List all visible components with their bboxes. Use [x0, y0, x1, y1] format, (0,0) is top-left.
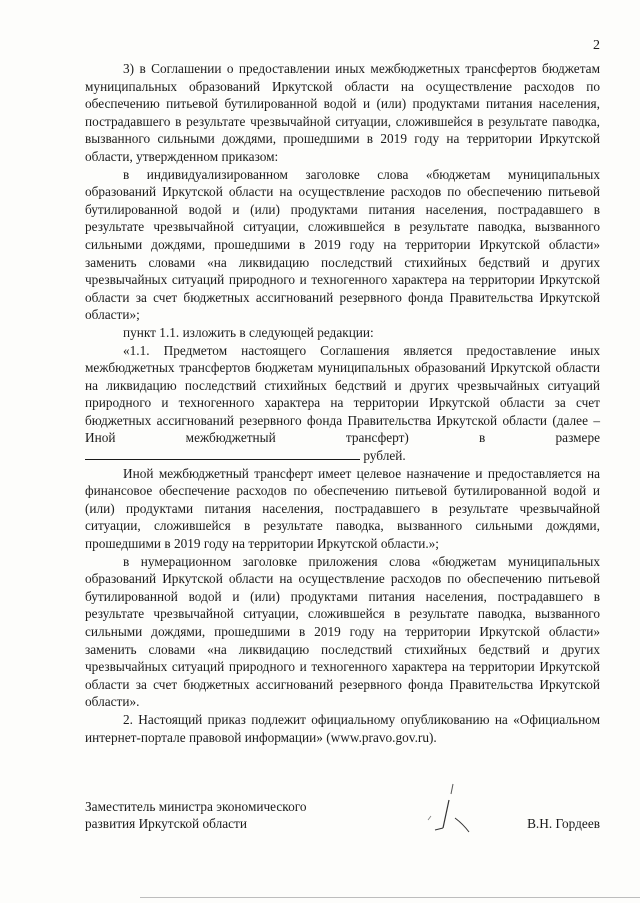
quote-currency: рублей.: [363, 448, 406, 464]
paragraph-other-transfer: Иной межбюджетный трансферт имеет целевое назначение и предоставляется на финансовое обеспечение расходов по обеспечению питьевой бутилированной водой и (или) продуктами питания населения, пострадавшего в результате чрезвычайной ситуации, сложившейся в результате паводка, вызванного сильными дождями, прошедшими в 2019 году на территории Иркутской области.»;: [85, 465, 600, 552]
page-number: 2: [593, 38, 600, 53]
quote-text: «1.1. Предметом настоящего Соглашения является предоставление иных межбюджетных трансфертов бюджетам муниципальных образований Иркутской области на ликвидацию последствий стихийных бедствий и других чрезвычайных ситуаций природного и техногенного характера на территории Иркутской области за счет бюджетных ассигнований резервного фонда Правительства Иркутской области (далее – Иной межбюджетный трансферт) в размере: [85, 342, 600, 446]
document-body: [85, 60, 600, 746]
paragraph-numbering-heading: в нумерационном заголовке приложения слова «бюджетам муниципальных образований Иркутской области на осуществление расходов по обеспечению питьевой бутилированной водой и (или) продуктами питания населения, пострадавшего в результате чрезвычайной ситуации, сложившейся в результате паводка, вызванного сильными дождями, прошедшими в 2019 году на территории Иркутской области» заменить словами «на ликвидацию последствий стихийных бедствий и других чрезвычайных ситуаций природного и техногенного характера на территории Иркутской области за счет бюджетных ассигнований резервного фонда Правительства Иркутской области».: [85, 553, 600, 710]
scan-edge-divider: [140, 897, 640, 898]
signatory-title-line1: Заместитель министра экономического: [85, 799, 307, 814]
handwritten-signature: [425, 780, 485, 840]
signatory-title-line2: развития Иркутской области: [85, 816, 247, 831]
paragraph-quote-1-1: [85, 342, 600, 465]
signatory-title: [85, 798, 307, 832]
paragraph-heading-change: в индивидуализированном заголовке слова «бюджетам муниципальных образований Иркутской области на осуществление расходов по обеспечению питьевой бутилированной водой и (или) продуктами питания населения, пострадавшего в результате чрезвычайной ситуации, сложившейся в результате паводка, вызванного сильными дождями, прошедшими в 2019 году на территории Иркутской области» заменить словами «на ликвидацию последствий стихийных бедствий и других чрезвычайных ситуаций природного и техногенного характера на территории Иркутской области за счет бюджетных ассигнований резервного фонда Правительства Иркутской области»;: [85, 166, 600, 323]
paragraph-point-1-1: пункт 1.1. изложить в следующей редакции:: [123, 324, 374, 340]
paragraph-item-3: 3) в Соглашении о предоставлении иных межбюджетных трансфертов бюджетам муниципальных образований Иркутской области на осуществление расходов по обеспечению питьевой бутилированной водой и (или) продуктами питания населения, пострадавшего в результате чрезвычайной ситуации, сложившейся в результате паводка, вызванного сильными дождями, прошедшими в 2019 году на территории Иркутской области, утвержденном приказом:: [85, 61, 600, 164]
paragraph-item-2: 2. Настоящий приказ подлежит официальному опубликованию на «Официальном интернет-портале правовой информации» (www.pravo.gov.ru).: [85, 711, 600, 745]
amount-blank-line: [85, 447, 360, 460]
signatory-name: В.Н. Гордеев: [527, 816, 600, 831]
